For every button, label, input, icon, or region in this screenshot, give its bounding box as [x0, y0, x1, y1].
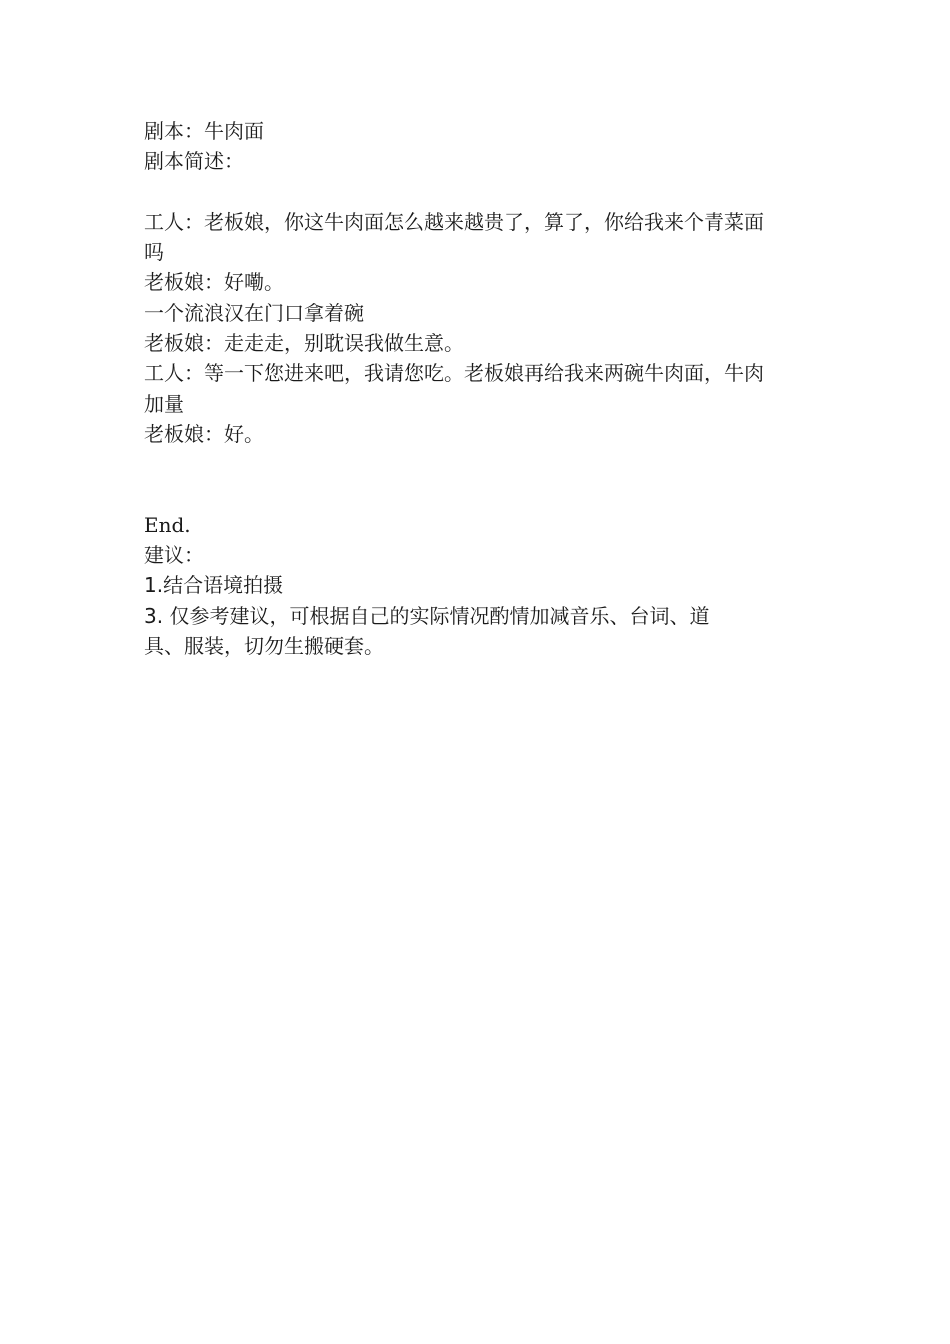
dialogue-line: 工人：等一下您进来吧，我请您吃。老板娘再给我来两碗牛肉面，牛肉 — [144, 361, 764, 386]
advice-item: 1.结合语境拍摄 — [144, 573, 284, 598]
blank-line — [144, 480, 804, 510]
dialogue-line: 老板娘：走走走，别耽误我做生意。 — [144, 331, 464, 356]
script-title: 剧本：牛肉面 — [144, 119, 264, 143]
advice-label: 建议： — [144, 543, 204, 568]
end-marker: End. — [144, 512, 191, 537]
blank-line — [144, 177, 804, 207]
dialogue-line: 工人：老板娘，你这牛肉面怎么越来越贵了，算了，你给我来个青菜面 — [144, 209, 764, 234]
advice-item: 3. 仅参考建议，可根据自己的实际情况酌情加减音乐、台词、道 — [144, 603, 710, 628]
dialogue-line: 老板娘：好嘞。 — [144, 270, 284, 295]
blank-line — [144, 449, 804, 479]
document-body — [144, 116, 804, 661]
dialogue-line: 一个流浪汉在门口拿着碗 — [144, 300, 364, 325]
dialogue-line: 吗 — [144, 240, 164, 265]
script-summary-label: 剧本简述： — [144, 149, 244, 174]
dialogue-line: 老板娘：好。 — [144, 421, 264, 446]
dialogue-line: 加量 — [144, 391, 184, 416]
advice-item: 具、服装，切勿生搬硬套。 — [144, 634, 384, 659]
